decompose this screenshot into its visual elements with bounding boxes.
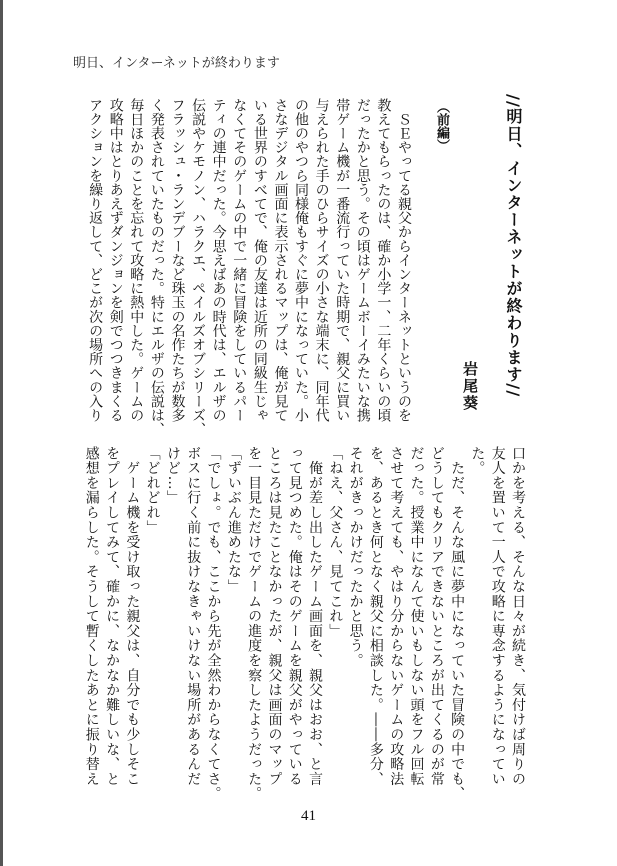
text-column: フラッシュ・ランデブーなど珠玉の名作たちが数多 [169,98,186,423]
text-column: 「でしょ。でも、ここから先が全然わからなくてさ。 [205,446,222,802]
text-column: を一目見ただけでゲームの進度を察したようだった。 [246,446,263,802]
text-column: だったかと思う。その頃はゲームボーイみたいな携 [354,98,371,423]
text-column: ところは見たことなかったが、親父は画面のマップ [266,446,283,787]
text-column: 与えられた手のひらサイズの小さな端末に、同年代 [313,98,330,423]
text-column: ただ、そんな風に夢中になっていた冒険の中でも、 [449,446,466,802]
text-column: 感想を漏らした。そうして暫くしたあとに振り替え [83,446,100,787]
lower-text-block [81,446,528,808]
text-column: させて考えても、やはり分からないゲームの攻略法 [388,446,405,787]
text-column: 毎日ほかのことを忘れて攻略に熱中した。ゲームの [128,98,145,423]
running-header: 明日、インターネットが終わります [73,56,280,71]
text-column: 「どれどれ」 [144,446,161,535]
text-column: だった。授業中になんて使いもしない頭をフル回転 [408,446,425,787]
text-column: く発表されていたものだった。特にエルザの伝説は、 [148,98,165,437]
text-column: を、あるとき何となく親父に相談した。――多分、 [367,446,384,787]
page-edge [0,0,3,866]
text-column: 「ねえ、父さん、見てこれ」 [327,446,344,639]
text-column: 「ずいぶん進めたな」 [225,446,242,594]
text-column: ゲーム機を受け取った親父は、自分でも少しそこ [124,446,141,787]
text-column: ＳＥやってる親父からインターネットというのを [396,98,412,423]
text-column: た。 [469,446,486,476]
text-column: 友人を置いて一人で攻略に専念するようになってい [489,446,506,787]
text-column: それがきっかけだったかと思う。 [347,446,364,668]
text-column: 口かを考える、そんな日々が続き、気付けば周りの [510,446,526,787]
text-column: ボスに行く前に抜けなきゃいけない場所があるんだ [185,446,202,787]
text-column: の他のやつら同様俺もすぐに夢中になっていた。小 [293,98,310,423]
text-column: 俺が差し出したゲーム画面を、親父はおお、と言 [307,446,324,787]
text-column: さなデジタル画面に表示されるマップは、俺が見て [272,98,289,423]
text-column: 帯ゲーム機が一番流行っていた時期で、親父に買い [334,98,351,423]
upper-text-block [85,98,415,437]
text-column: 攻略中はとりあえずダンジョンを剣でつつきまくる [107,98,124,423]
text-column: 教えてもらったのは、確か小学一、二年くらいの頃 [375,98,392,423]
text-column: どうしてもクリアできないところが出てくるのが常 [428,446,445,787]
text-column: 伝説やケモノン、ハラクエ、ペイルズオブシリーズ、 [190,98,207,437]
text-column: をプレイしてみて、確かに、なかなか難しいな、と [104,446,121,787]
text-column: いる世界のすべてで、俺の友達は近所の同級生じゃ [251,98,268,423]
text-column: って見つめた。俺はそのゲームを親父がやっている [286,446,303,787]
text-column: ティの連中だった。今思えばあの時代は、エルザの [210,98,227,423]
story-title: //明日、インターネットが終わります// [504,94,523,398]
author-name: 岩尾葵 [461,361,479,412]
text-column: アクションを繰り返して、どこが次の場所への入り [87,98,104,423]
page-number: 41 [301,808,316,824]
text-column: なくてそのゲームの中で一緒に冒険をしているパー [231,98,248,423]
story-subtitle: （前編） [434,100,449,152]
text-column: けど…」 [164,446,181,506]
